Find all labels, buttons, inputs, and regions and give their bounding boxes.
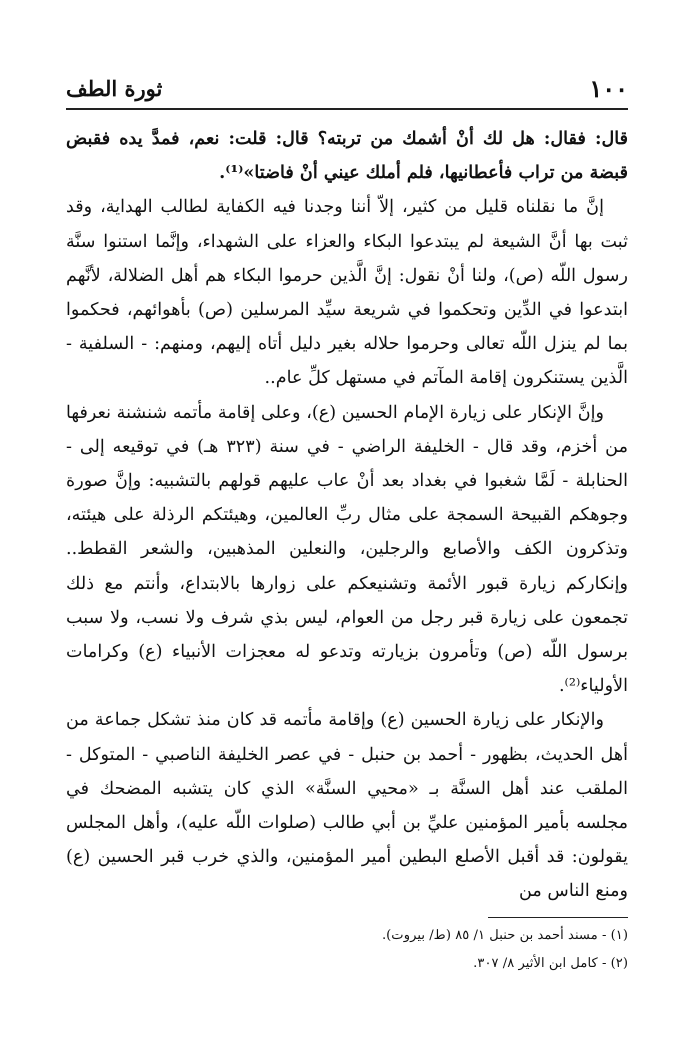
page-number: ١٠٠ xyxy=(589,74,628,103)
paragraph-2: إنَّ ما نقلناه قليل من كثير، إلاّ أننا وجدنا فيه الكفاية لطالب الهداية، وقد ثبت بها أنَّ الشيعة لم يبتدعوا البكاء والعزاء على الشهداء، وإنَّما استنوا سنَّة رسول اللّه (ص)، ولنا أنْ نقول: إنَّ الَّذين حرموا البكاء هم أهل الضلالة، لأنَّهم ابتدعوا في الدِّين وتحكموا في شريعة سيِّد المرسلين (ص) بأهوائهم، فحكموا بما لم ينزل اللّه تعالى وحرموا حلاله بغير دليل أتاه إليهم، ومنهم: - السلفية - الَّذين يستنكرون إقامة المآتم في مستهل كلِّ عام.. xyxy=(66,197,628,389)
paragraph-3: وإنَّ الإنكار على زيارة الإمام الحسين (ع)، وعلى إقامة مأتمه شنشنة نعرفها من أخزم، وقد قال - الخليفة الراضي - في سنة (٣٢٣ هـ) في توقيعه إلى - الحنابلة - لَمَّا شغبوا في بغداد بعد أنْ عاب عليهم قولهم بالتشبيه: وإنَّ صورة وجوهكم القبيحة السمجة على مثال ربِّ العالمين، وهيئتكم الرذلة على هيئته، وتذكرون الكف والأصابع والرجلين، والنعلين المذهبين، والشعر القطط.. وإنكاركم زيارة قبور الأئمة وتشنيعكم على زوارها بالابتداع، وأنتم مع ذلك تجمعون على زيارة قبر رجل من العوام، ليس بذي شرف ولا نسب، ولا سبب برسول اللّه (ص) وتأمرون بزيارته وتدعو له معجزات الأنبياء (ع) وكرامات الأولياء⁽²⁾. xyxy=(66,402,628,697)
body-text xyxy=(66,122,628,909)
footnotes xyxy=(66,922,628,978)
header-rule xyxy=(66,108,628,110)
footnote-rule xyxy=(488,917,628,918)
paragraph-1: قال: فقال: هل لك أنْ أشمك من تربته؟ قال: قلت: نعم، فمدَّ يده فقبض قبضة من تراب فأعطانيها، فلم أملك عيني أنْ فاضتا»⁽¹⁾. xyxy=(66,128,628,184)
footnote-2: (٢) - كامل ابن الأثير ٨/ ٣٠٧. xyxy=(473,956,628,971)
running-title: ثورة الطف xyxy=(66,76,163,101)
page-header xyxy=(66,72,628,106)
paragraph-4: والإنكار على زيارة الحسين (ع) وإقامة مأتمه قد كان منذ تشكل جماعة من أهل الحديث، بظهور - أحمد بن حنبل - في عصر الخليفة الناصبي - المتوكل - الملقب عند أهل السنَّة بـ «محيي السنَّة» الذي كان يتشبه المضحك في مجلسه بأمير المؤمنين عليِّ بن أبي طالب (صلوات اللّه عليه)، وأهل المجلس يقولون: قد أقبل الأصلع البطين أمير المؤمنين، والذي خرب قبر الحسين (ع) ومنع الناس من xyxy=(66,710,628,902)
footnote-1: (١) - مسند أحمد بن حنبل ١/ ٨٥ (ط/ بيروت). xyxy=(381,928,628,943)
